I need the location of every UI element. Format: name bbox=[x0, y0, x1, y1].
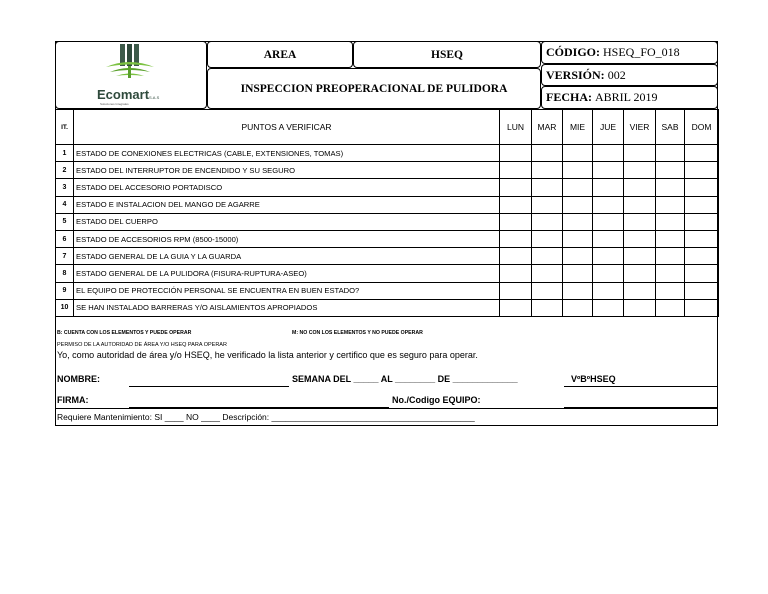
day-check-cell[interactable] bbox=[593, 213, 624, 230]
col-day-header: VIER bbox=[624, 110, 656, 145]
day-check-cell[interactable] bbox=[656, 299, 685, 316]
day-check-cell[interactable] bbox=[685, 196, 719, 213]
day-check-cell[interactable] bbox=[624, 162, 656, 179]
equipo-label: No./Codigo EQUIPO: bbox=[392, 395, 481, 405]
day-check-cell[interactable] bbox=[656, 213, 685, 230]
semana-label: SEMANA DEL _____ AL ________ DE _____________ bbox=[292, 374, 518, 384]
table-row bbox=[56, 265, 719, 282]
table-row bbox=[56, 230, 719, 247]
day-check-cell[interactable] bbox=[532, 162, 563, 179]
day-check-cell[interactable] bbox=[656, 282, 685, 299]
day-check-cell[interactable] bbox=[563, 213, 593, 230]
day-check-cell[interactable] bbox=[500, 248, 532, 265]
version-label: VERSIÓN: bbox=[546, 67, 605, 82]
row-number: 6 bbox=[56, 230, 74, 247]
day-check-cell[interactable] bbox=[593, 230, 624, 247]
day-check-cell[interactable] bbox=[685, 248, 719, 265]
day-check-cell[interactable] bbox=[624, 282, 656, 299]
form-title: INSPECCION PREOPERACIONAL DE PULIDORA bbox=[207, 68, 541, 109]
row-number: 3 bbox=[56, 179, 74, 196]
row-number: 9 bbox=[56, 282, 74, 299]
row-check-point: ESTADO DEL INTERRUPTOR DE ENCENDIDO Y SU SEGURO bbox=[74, 162, 500, 179]
row-check-point: ESTADO DEL CUERPO bbox=[74, 213, 500, 230]
nombre-label: NOMBRE: bbox=[57, 374, 100, 384]
logo-tagline: Soluciones Integrales bbox=[100, 102, 129, 106]
table-row bbox=[56, 162, 719, 179]
version-box bbox=[541, 64, 718, 86]
col-day-header: DOM bbox=[685, 110, 719, 145]
code-label: CÓDIGO: bbox=[546, 45, 600, 59]
col-day-header: JUE bbox=[593, 110, 624, 145]
row-check-point: SE HAN INSTALADO BARRERAS Y/O AISLAMIENTOS APROPIADOS bbox=[74, 299, 500, 316]
row-number: 8 bbox=[56, 265, 74, 282]
day-check-cell[interactable] bbox=[563, 248, 593, 265]
day-check-cell[interactable] bbox=[563, 299, 593, 316]
day-check-cell[interactable] bbox=[624, 248, 656, 265]
row-number: 1 bbox=[56, 145, 74, 162]
mantenimiento-text: Requiere Mantenimiento: SI ____ NO ____ Descripción: ___________________________________________ bbox=[57, 412, 475, 422]
day-check-cell[interactable] bbox=[624, 145, 656, 162]
day-check-cell[interactable] bbox=[624, 196, 656, 213]
col-points-header: PUNTOS A VERIFICAR bbox=[74, 110, 500, 145]
day-check-cell[interactable] bbox=[624, 213, 656, 230]
row-check-point: ESTADO DEL ACCESORIO PORTADISCO bbox=[74, 179, 500, 196]
vobo-line[interactable] bbox=[564, 386, 718, 387]
day-check-cell[interactable] bbox=[563, 179, 593, 196]
day-check-cell[interactable] bbox=[500, 230, 532, 247]
certify-text: Yo, como autoridad de área y/o HSEQ, he verificado la lista anterior y certifico que es seguro para operar. bbox=[57, 350, 478, 360]
table-row bbox=[56, 248, 719, 265]
legend-m: M: NO CON LOS ELEMENTOS Y NO PUEDE OPERAR bbox=[292, 330, 423, 336]
vobo-label: VºBºHSEQ bbox=[571, 374, 616, 384]
day-check-cell[interactable] bbox=[532, 145, 563, 162]
ecomart-logo-icon bbox=[96, 43, 166, 83]
day-check-cell[interactable] bbox=[532, 179, 563, 196]
logo-text: EcomartS.A.S bbox=[97, 87, 160, 102]
row-check-point: ESTADO DE CONEXIONES ELECTRICAS (CABLE, EXTENSIONES, TOMAS) bbox=[74, 145, 500, 162]
date-box bbox=[541, 86, 718, 109]
permiso-text: PERMISO DE LA AUTORIDAD DE ÁREA Y/O HSEQ PARA OPERAR bbox=[57, 342, 227, 348]
day-check-cell[interactable] bbox=[685, 179, 719, 196]
row-check-point: ESTADO GENERAL DE LA PULIDORA (FISURA-RUPTURA-ASEO) bbox=[74, 265, 500, 282]
day-check-cell[interactable] bbox=[532, 299, 563, 316]
row-check-point: EL EQUIPO DE PROTECCIÓN PERSONAL SE ENCUENTRA EN BUEN ESTADO? bbox=[74, 282, 500, 299]
day-check-cell[interactable] bbox=[593, 265, 624, 282]
day-check-cell[interactable] bbox=[563, 145, 593, 162]
day-check-cell[interactable] bbox=[656, 179, 685, 196]
col-day-header: MAR bbox=[532, 110, 563, 145]
legend-b: B: CUENTA CON LOS ELEMENTOS Y PUEDE OPERAR bbox=[57, 330, 192, 336]
day-check-cell[interactable] bbox=[656, 162, 685, 179]
table-row bbox=[56, 196, 719, 213]
day-check-cell[interactable] bbox=[500, 299, 532, 316]
col-day-header: MIE bbox=[563, 110, 593, 145]
row-number: 10 bbox=[56, 299, 74, 316]
col-day-header: SAB bbox=[656, 110, 685, 145]
area-label: AREA bbox=[207, 41, 353, 68]
date-value: ABRIL 2019 bbox=[595, 90, 658, 104]
day-check-cell[interactable] bbox=[685, 145, 719, 162]
row-check-point: ESTADO E INSTALACION DEL MANGO DE AGARRE bbox=[74, 196, 500, 213]
code-box bbox=[541, 41, 718, 64]
firma-label: FIRMA: bbox=[57, 395, 89, 405]
day-check-cell[interactable] bbox=[656, 265, 685, 282]
day-check-cell[interactable] bbox=[685, 230, 719, 247]
day-check-cell[interactable] bbox=[685, 299, 719, 316]
row-check-point: ESTADO GENERAL DE LA GUIA Y LA GUARDA bbox=[74, 248, 500, 265]
day-check-cell[interactable] bbox=[624, 179, 656, 196]
day-check-cell[interactable] bbox=[685, 282, 719, 299]
col-item-header: IT. bbox=[56, 110, 74, 145]
table-row bbox=[56, 145, 719, 162]
nombre-line[interactable] bbox=[129, 386, 289, 387]
day-check-cell[interactable] bbox=[656, 230, 685, 247]
day-check-cell[interactable] bbox=[593, 145, 624, 162]
day-check-cell[interactable] bbox=[563, 230, 593, 247]
row-number: 7 bbox=[56, 248, 74, 265]
col-day-header: LUN bbox=[500, 110, 532, 145]
day-check-cell[interactable] bbox=[500, 162, 532, 179]
row-number: 5 bbox=[56, 213, 74, 230]
day-check-cell[interactable] bbox=[532, 282, 563, 299]
day-check-cell[interactable] bbox=[593, 299, 624, 316]
day-check-cell[interactable] bbox=[500, 282, 532, 299]
day-check-cell[interactable] bbox=[500, 196, 532, 213]
day-check-cell[interactable] bbox=[624, 230, 656, 247]
row-number: 2 bbox=[56, 162, 74, 179]
day-check-cell[interactable] bbox=[500, 179, 532, 196]
date-label: FECHA: bbox=[546, 90, 592, 104]
day-check-cell[interactable] bbox=[593, 282, 624, 299]
day-check-cell[interactable] bbox=[500, 213, 532, 230]
day-check-cell[interactable] bbox=[593, 162, 624, 179]
table-row bbox=[56, 179, 719, 196]
table-row bbox=[56, 282, 719, 299]
day-check-cell[interactable] bbox=[532, 213, 563, 230]
day-check-cell[interactable] bbox=[656, 248, 685, 265]
day-check-cell[interactable] bbox=[685, 265, 719, 282]
row-number: 4 bbox=[56, 196, 74, 213]
day-check-cell[interactable] bbox=[593, 248, 624, 265]
firma-separator bbox=[55, 408, 718, 409]
day-check-cell[interactable] bbox=[656, 196, 685, 213]
day-check-cell[interactable] bbox=[532, 248, 563, 265]
day-check-cell[interactable] bbox=[593, 179, 624, 196]
day-check-cell[interactable] bbox=[593, 196, 624, 213]
day-check-cell[interactable] bbox=[685, 213, 719, 230]
day-check-cell[interactable] bbox=[532, 230, 563, 247]
day-check-cell[interactable] bbox=[563, 196, 593, 213]
checklist-rows bbox=[56, 145, 719, 317]
area-value: HSEQ bbox=[353, 41, 541, 68]
day-check-cell[interactable] bbox=[500, 145, 532, 162]
logo-box bbox=[55, 41, 207, 109]
checklist-table bbox=[55, 109, 719, 317]
day-check-cell[interactable] bbox=[656, 145, 685, 162]
day-check-cell[interactable] bbox=[685, 162, 719, 179]
table-row bbox=[56, 213, 719, 230]
code-value: HSEQ_FO_018 bbox=[603, 45, 680, 59]
day-check-cell[interactable] bbox=[563, 282, 593, 299]
day-check-cell[interactable] bbox=[624, 265, 656, 282]
day-check-cell[interactable] bbox=[563, 162, 593, 179]
row-check-point: ESTADO DE ACCESORIOS RPM (8500-15000) bbox=[74, 230, 500, 247]
day-check-cell[interactable] bbox=[532, 196, 563, 213]
table-row bbox=[56, 299, 719, 316]
table-header-row bbox=[56, 110, 719, 145]
day-check-cell[interactable] bbox=[500, 265, 532, 282]
day-check-cell[interactable] bbox=[532, 265, 563, 282]
version-value: 002 bbox=[607, 67, 626, 82]
day-check-cell[interactable] bbox=[624, 299, 656, 316]
day-check-cell[interactable] bbox=[563, 265, 593, 282]
